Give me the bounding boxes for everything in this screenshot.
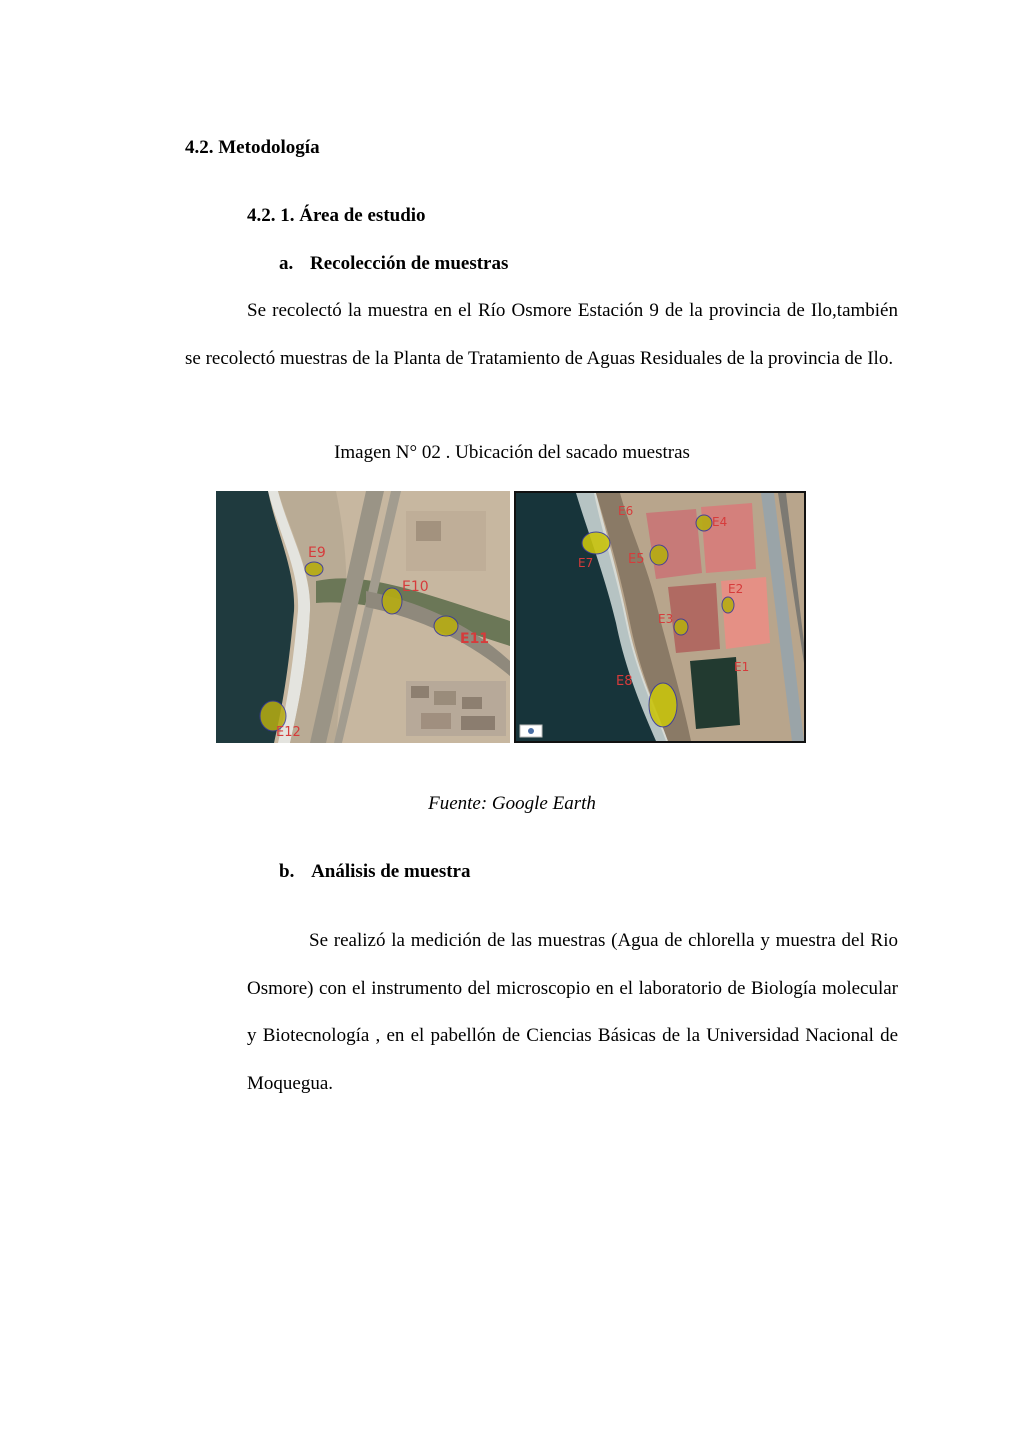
label-e6: E6 [618, 504, 634, 518]
label-e8: E8 [616, 674, 633, 689]
figure-caption: Imagen N° 02 . Ubicación del sacado muestras [334, 442, 690, 463]
figure-source: Fuente: Google Earth [428, 793, 596, 814]
label-e1: E1 [734, 660, 750, 674]
item-a-paragraph [185, 287, 898, 382]
item-b-title: Análisis de muestra [311, 861, 471, 882]
google-earth-badge-icon [528, 728, 534, 734]
section-title: 4.2. Metodología [185, 137, 320, 158]
item-a-title: Recolección de muestras [310, 253, 509, 274]
item-a-heading [279, 253, 508, 275]
label-e7: E7 [578, 556, 594, 570]
label-e12: E12 [276, 725, 301, 740]
map-right [514, 491, 806, 743]
subsection-title: 4.2. 1. Área de estudio [247, 205, 426, 226]
item-b-heading [279, 861, 470, 883]
label-e10: E10 [402, 579, 429, 595]
item-a-paragraph-text: Se recolectó la muestra en el Río Osmore Estación 9 de la provincia de Ilo,también se recolectó muestras de la Planta de Tratamiento de Aguas Residuales de la provincia de Ilo. [185, 300, 898, 369]
label-e2: E2 [728, 582, 744, 596]
label-e5: E5 [628, 552, 645, 567]
map-left [216, 491, 510, 743]
label-e3: E3 [658, 612, 674, 626]
item-b-paragraph [247, 917, 898, 1107]
label-e4: E4 [712, 515, 728, 529]
item-a-marker: a. [279, 253, 294, 274]
item-b-paragraph-text: Se realizó la medición de las muestras (Agua de chlorella y muestra del Rio Osmore) con el instrumento del microscopio en el laboratorio de Biología molecular y Biotecnología , en el pabellón de Ciencias Básicas de la Universidad Nacional de Moquegua. [247, 930, 898, 1094]
item-b-marker: b. [279, 861, 295, 882]
label-e11: E11 [460, 631, 490, 647]
label-e9: E9 [308, 545, 326, 561]
